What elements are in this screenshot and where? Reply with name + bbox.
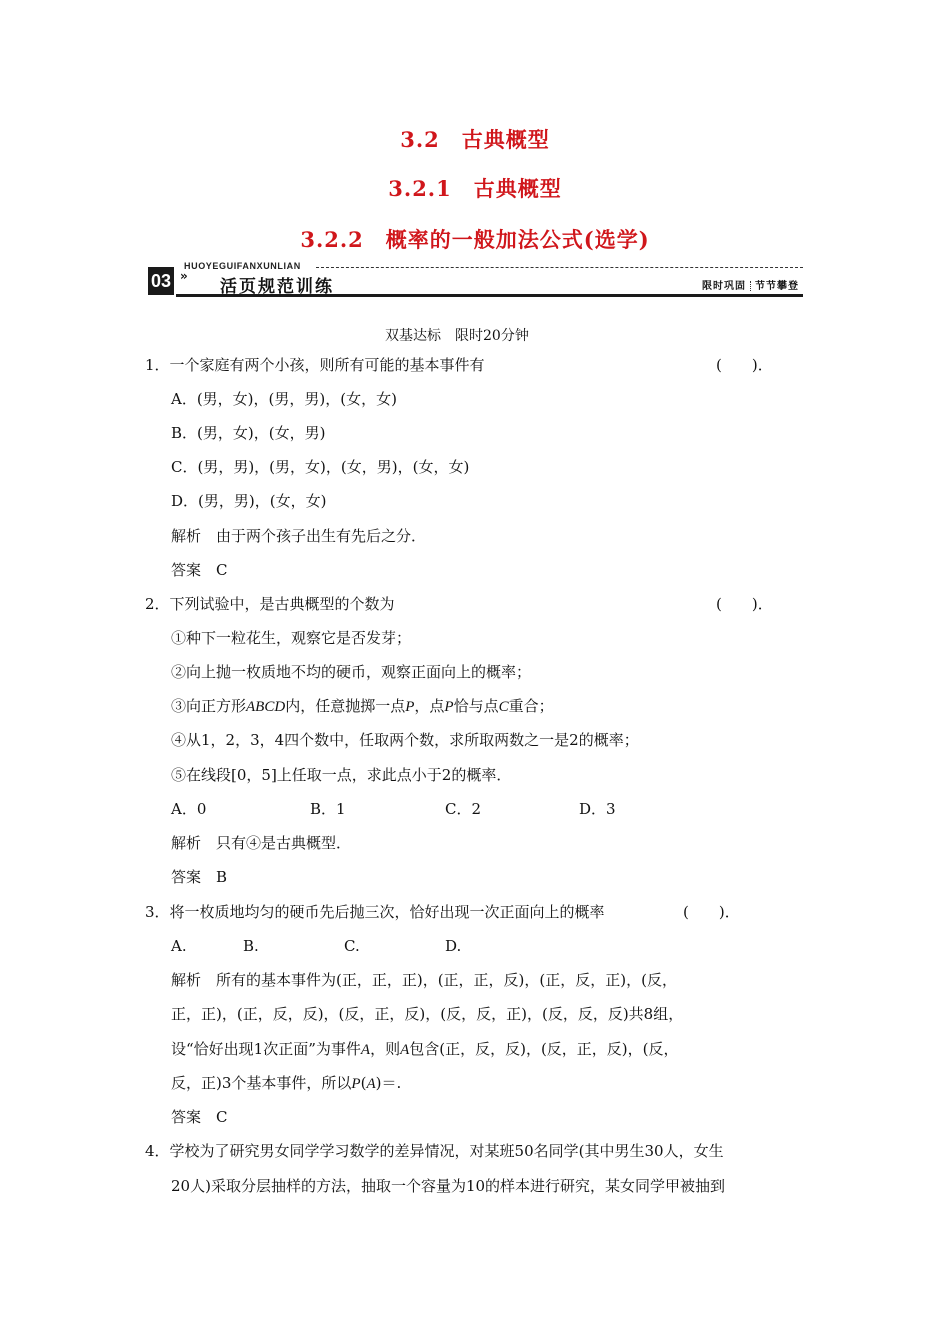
q3-a3-text-a: 设“恰好出现1次正面”为事件 [171,1040,361,1058]
banner-tag-right: 节节攀登 [755,281,799,292]
q1-option-d: D．(男，男)，(女，女) [171,492,327,510]
q2-item-1: ①种下一粒花生，观察它是否发芽； [171,629,412,647]
q2-item-3-var-c: C [498,699,509,715]
q2-item-3-var-p: P [405,699,415,715]
q2-item-3-var-p2: P [444,699,454,715]
q1-stem: 1．一个家庭有两个小孩，则所有可能的基本事件有 [145,356,485,374]
q3-stem: 3．将一枚质地均匀的硬币先后抛三次，恰好出现一次正面向上的概率 [145,903,605,921]
q3-a4-text-a: 反，正)3个基本事件，所以 [171,1074,352,1092]
banner-title: 活页规范训练 [220,277,334,297]
q3-a3-text-e: 包含(正，反，反)，(反，正，反)，(反， [409,1040,679,1058]
q4-stem-line-2: 20人)采取分层抽样的方法，抽取一个容量为10的样本进行研究，某女同学甲被抽到 [171,1177,726,1195]
practice-banner [148,259,803,299]
q2-item-3 [171,696,554,717]
q2-item-4: ④从1，2，3，4四个数中，任取两个数，求所取两数之一是2的概率； [171,731,639,749]
q2-stem: 2．下列试验中，是古典概型的个数为 [145,595,395,613]
q2-option-a: A．0 [171,800,207,818]
q3-a4-var-p: P [351,1076,361,1092]
q3-answer: 答案 C [171,1108,228,1126]
q3-a4-text-e: )＝. [375,1074,402,1092]
q2-option-d: D．3 [579,800,616,818]
subsection-title: 3.2.1 古典概型 [388,176,562,201]
q3-option-c: C. [344,937,360,955]
q3-a3-var-a: A [360,1042,371,1058]
banner-tag-separator [750,281,751,291]
q2-analysis: 解析 只有④是古典概型． [171,834,352,852]
q3-option-d: D. [445,937,462,955]
practice-subtitle: 双基达标 限时20分钟 [385,328,529,344]
q1-option-c: C．(男，男)，(男，女)，(女，男)，(女，女) [171,458,470,476]
q2-option-c: C．2 [445,800,482,818]
banner-number: 03 [148,267,174,295]
q2-item-3-text-g: 恰与点 [453,697,499,715]
q2-item-3-var-abcd: ABCD [246,699,286,715]
q3-option-a: A. [171,937,187,955]
q1-analysis: 解析 由于两个孩子出生有先后之分． [171,527,427,545]
q2-item-3-text-i: 重合； [508,697,554,715]
q4-stem-line-1: 4．学校为了研究男女同学学习数学的差异情况，对某班50名同学(其中男生30人，女生 [145,1142,724,1160]
q3-option-b: B. [243,937,259,955]
q2-item-3-text-c: 内，任意抛掷一点 [285,697,406,715]
banner-bottom-rule [176,294,803,297]
q3-analysis-line-3 [171,1039,679,1060]
q3-answer-blank: ( )． [683,903,740,921]
q3-analysis-line-4 [171,1073,401,1094]
q3-analysis-line-2: 正，正)，(正，反，反)，(反，正，反)，(反，反，正)，(反，反，反)共8组， [171,1005,684,1023]
subsection-title-2: 3.2.2 概率的一般加法公式(选学) [300,227,650,252]
q2-item-5: ⑤在线段[0，5]上任取一点，求此点小于2的概率． [171,766,512,784]
q2-item-2: ②向上抛一枚质地不均的硬币，观察正面向上的概率； [171,663,532,681]
section-title: 3.2 古典概型 [400,127,550,152]
q2-option-b: B．1 [310,800,346,818]
banner-tag-left: 限时巩固 [702,281,746,292]
q2-answer: 答案 B [171,868,228,886]
q1-option-a: A．(男，女)，(男，男)，(女，女) [171,390,397,408]
q1-option-b: B．(男，女)，(女，男) [171,424,326,442]
banner-pinyin: HUOYEGUIFANXUNLIAN [184,261,301,271]
q2-answer-blank: ( )． [716,595,773,613]
q2-item-3-text-a: ③向正方形 [171,697,247,715]
q1-answer-blank: ( )． [716,356,773,374]
q3-a3-text-c: ，则 [370,1040,401,1058]
banner-dashed-rule [316,267,803,268]
q3-analysis-line-1: 解析 所有的基本事件为(正，正，正)，(正，正，反)，(正，反，正)，(反， [171,971,677,989]
banner-tag [702,277,799,292]
q3-a4-var-a: A [366,1076,376,1092]
q1-answer: 答案 C [171,561,228,579]
double-chevron-icon: » [180,269,188,283]
q2-item-3-text-e: ，点 [414,697,445,715]
q3-a4-paren-open: ( [360,1074,367,1092]
q3-a3-var-a2: A [400,1042,410,1058]
